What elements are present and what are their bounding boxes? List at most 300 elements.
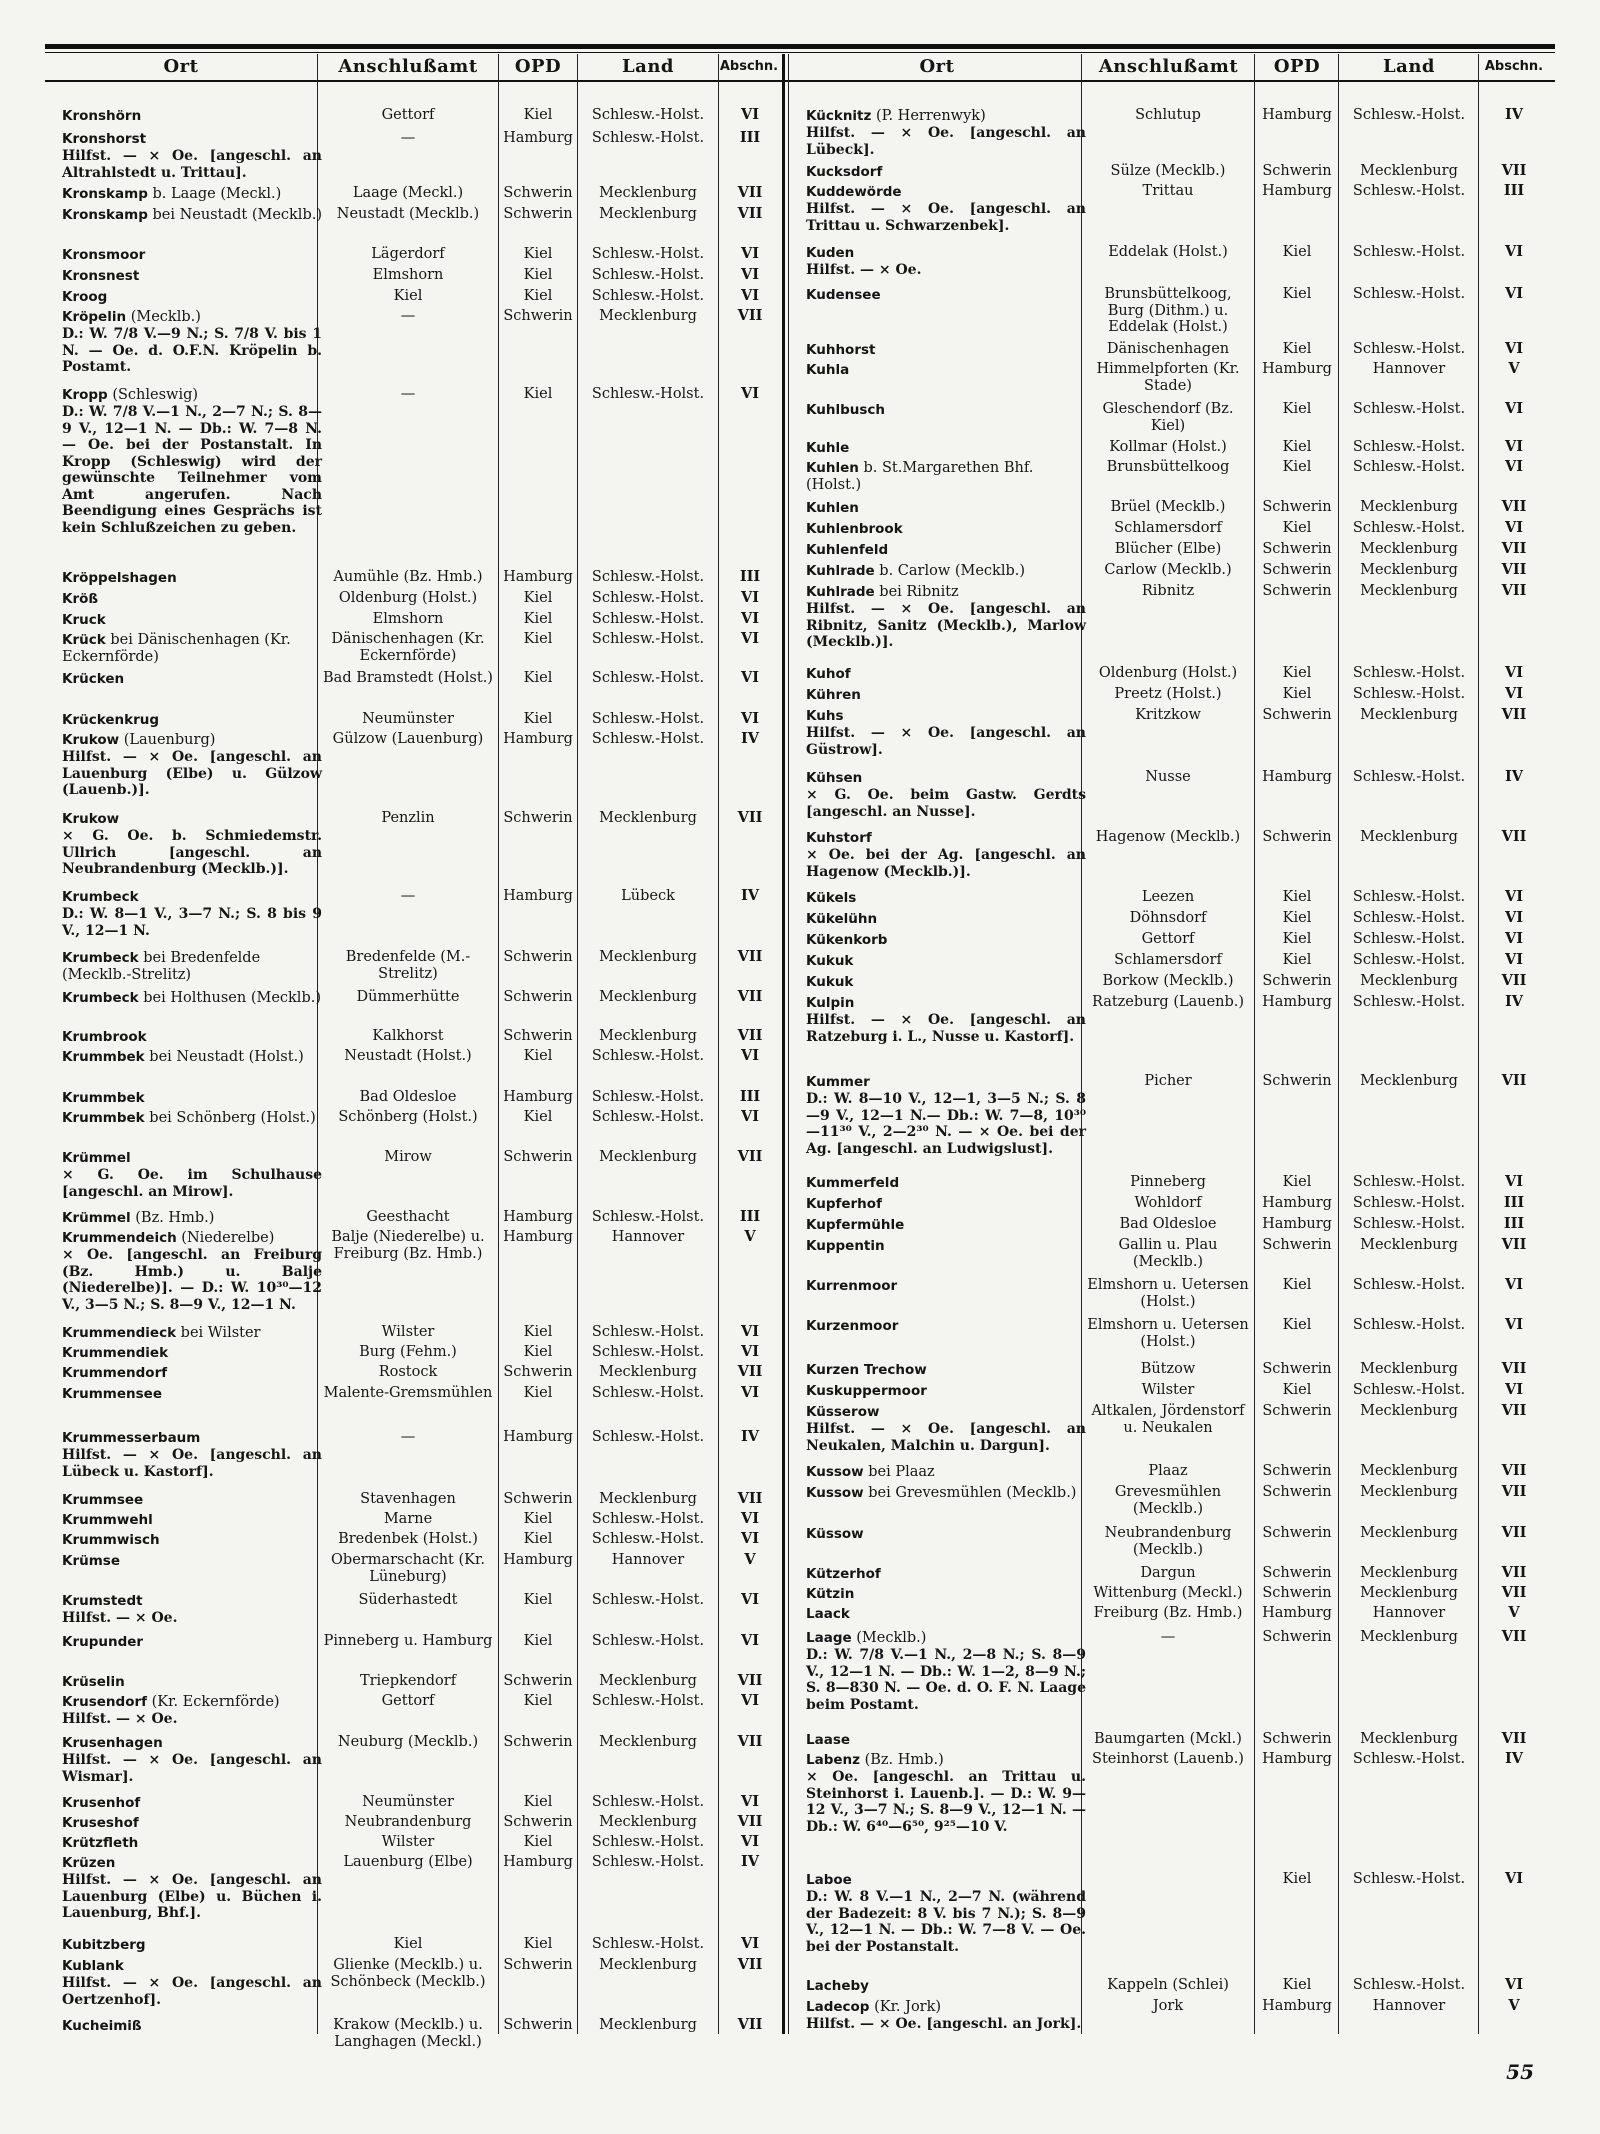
land-cell: Mecklenburg [599, 1491, 697, 1507]
land-cell: Hannover [611, 1552, 685, 1568]
opd-cell: Schwerin [1262, 541, 1332, 557]
opd-cell: Kiel [523, 1936, 553, 1952]
place-entry [806, 584, 1086, 651]
land-cell: Schlesw.-Holst. [1352, 1871, 1466, 1887]
place-entry [62, 591, 322, 608]
land-cell: Mecklenburg [599, 1673, 697, 1689]
land-cell: Schlesw.-Holst. [1352, 931, 1466, 947]
land-cell: Schlesw.-Holst. [591, 107, 705, 123]
land-cell: Schlesw.-Holst. [591, 569, 705, 585]
opd-cell: Schwerin [1262, 1565, 1332, 1581]
place-entry [806, 1752, 1086, 1835]
place-name: Kummerfeld [806, 1175, 900, 1191]
land-cell: Schlesw.-Holst. [1352, 769, 1466, 785]
place-qualifier: (Mecklb.) [851, 1630, 927, 1646]
opd-cell: Kiel [1282, 459, 1312, 475]
opd-cell: Schwerin [1262, 1403, 1332, 1419]
anschlussamt-cell: Elmshorn [372, 611, 444, 627]
opd-cell: Hamburg [503, 569, 573, 585]
place-entry [806, 1872, 1086, 1955]
abschnitt-cell: VI [740, 1530, 760, 1547]
place-entry [62, 1325, 322, 1342]
place-name: Krummendiek [62, 1345, 169, 1361]
opd-cell: Hamburg [1262, 183, 1332, 199]
land-cell: Mecklenburg [1360, 1403, 1458, 1419]
place-name: Kuhlen [806, 460, 859, 476]
land-cell: Schlesw.-Holst. [1352, 459, 1466, 475]
anschlussamt-cell: Malente-Gremsmühlen [323, 1385, 493, 1401]
place-name: Kükenkorb [806, 932, 888, 948]
abschnitt-cell: IV [740, 730, 760, 747]
abschnitt-cell: IV [1504, 1750, 1524, 1767]
anschlussamt-cell: Jork [1152, 1998, 1184, 2014]
anschlussamt-cell: Freiburg (Bz. Hmb.) [1093, 1605, 1243, 1621]
abschnitt-cell: III [739, 568, 761, 585]
opd-cell: Kiel [1282, 1977, 1312, 1993]
land-cell: Mecklenburg [1360, 1565, 1458, 1581]
place-entry [62, 712, 322, 729]
place-name: Krumbeck [62, 950, 139, 966]
place-entry [62, 1492, 322, 1509]
column-divider [498, 54, 499, 2034]
place-name: Kronsnest [62, 268, 140, 284]
abschnitt-cell: VII [737, 2016, 763, 2033]
abschnitt-cell: VI [740, 1833, 760, 1850]
place-note: Hilfst. — × Oe. [angeschl. an Neukalen, Malchin u. Dargun]. [806, 1421, 1086, 1454]
place-note: Hilfst. — × Oe. [angeschl. an Trittau u. Schwarzenbek]. [806, 201, 1086, 234]
anschlussamt-cell: Altkalen, Jördenstorf u. Neukalen [1091, 1403, 1245, 1436]
land-cell: Schlesw.-Holst. [591, 711, 705, 727]
abschnitt-cell: VII [1501, 561, 1527, 578]
opd-cell: Kiel [1282, 686, 1312, 702]
place-entry [806, 1978, 1086, 1995]
place-name: Kussow [806, 1464, 864, 1480]
place-name: Kronskamp [62, 186, 148, 202]
column-divider [1338, 54, 1339, 2034]
place-entry [62, 1210, 322, 1227]
opd-cell: Kiel [1282, 1317, 1312, 1333]
place-name: Kroog [62, 289, 108, 305]
place-entry [806, 687, 1086, 704]
land-cell: Schlesw.-Holst. [1352, 286, 1466, 302]
place-entry [62, 1855, 322, 1922]
abschnitt-cell: VI [740, 710, 760, 727]
land-cell: Mecklenburg [1360, 1484, 1458, 1500]
place-entry [806, 1383, 1086, 1400]
header-ort-left: Ort [163, 56, 199, 77]
opd-cell: Schwerin [1262, 1237, 1332, 1253]
column-divider [1254, 54, 1255, 2034]
opd-cell: Kiel [523, 1109, 553, 1125]
abschnitt-cell: VI [740, 589, 760, 606]
anschlussamt-cell: Picher [1144, 1073, 1192, 1089]
place-note: D.: W. 8 V.—1 N., 2—7 N. (während der Badezeit: 8 V. bis 7 N.); S. 8—9 V., 12—1 N. — Db.: W. 7—8 V. — Oe. bei der Postanstalt. [806, 1889, 1086, 1955]
abschnitt-cell: IV [740, 887, 760, 904]
anschlussamt-cell: Gettorf [381, 107, 435, 123]
abschnitt-cell: VI [740, 245, 760, 262]
abschnitt-cell: VI [740, 106, 760, 123]
place-name: Lacheby [806, 1978, 869, 1994]
land-cell: Schlesw.-Holst. [591, 1385, 705, 1401]
land-cell: Schlesw.-Holst. [591, 631, 705, 647]
abschnitt-cell: III [739, 1088, 761, 1105]
anschlussamt-cell: Kollmar (Holst.) [1109, 439, 1227, 455]
place-name: Kummer [806, 1074, 870, 1090]
anschlussamt-cell: Kiel [393, 1936, 423, 1952]
place-entry [62, 1532, 322, 1549]
place-note: D.: W. 7/8 V.—9 N.; S. 7/8 V. bis 1 N. — Oe. d. O.F.N. Kröpelin b. Postamt. [62, 326, 322, 375]
land-cell: Mecklenburg [599, 1028, 697, 1044]
place-entry [62, 1937, 322, 1954]
anschlussamt-cell: Brunsbüttelkoog, Burg (Dithm.) u. Eddelak (Holst.) [1104, 286, 1232, 335]
land-cell: Mecklenburg [1360, 973, 1458, 989]
anschlussamt-cell: Dänischenhagen [1106, 341, 1230, 357]
place-name: Krummensee [62, 1386, 162, 1402]
opd-cell: Kiel [523, 1344, 553, 1360]
place-entry [806, 932, 1086, 949]
anschlussamt-cell: Himmelpforten (Kr. Stade) [1096, 361, 1240, 394]
place-entry [62, 632, 322, 666]
opd-cell: Hamburg [1262, 1998, 1332, 2014]
place-name: Kurzenmoor [806, 1318, 899, 1334]
place-name: Krukow [62, 732, 120, 748]
abschnitt-cell: VII [737, 1490, 763, 1507]
land-cell: Schlesw.-Holst. [1352, 665, 1466, 681]
land-cell: Schlesw.-Holst. [1352, 1751, 1466, 1767]
anschlussamt-cell: Kappeln (Schlei) [1107, 1977, 1229, 1993]
abschnitt-cell: VII [737, 184, 763, 201]
anschlussamt-cell: Stavenhagen [360, 1491, 456, 1507]
abschnitt-cell: IV [740, 1853, 760, 1870]
place-entry [62, 309, 322, 376]
land-cell: Mecklenburg [1360, 163, 1458, 179]
abschnitt-cell: VI [1504, 888, 1524, 905]
top-rule [45, 44, 1555, 49]
opd-cell: Schwerin [503, 2017, 573, 2033]
abschnitt-cell: VI [740, 1793, 760, 1810]
anschlussamt-cell: Pinneberg u. Hamburg [323, 1633, 493, 1649]
place-name: Kuhs [806, 708, 844, 724]
place-name: Ladecop [806, 1999, 870, 2015]
abschnitt-cell: VI [740, 287, 760, 304]
place-name: Kuhstorf [806, 830, 872, 846]
place-entry [806, 108, 1086, 158]
anschlussamt-cell: Bützow [1140, 1361, 1196, 1377]
place-name: Kupferhof [806, 1196, 882, 1212]
land-cell: Schlesw.-Holst. [591, 590, 705, 606]
land-cell: Schlesw.-Holst. [591, 1109, 705, 1125]
opd-cell: Kiel [523, 1693, 553, 1709]
place-name: Krumbrook [62, 1029, 147, 1045]
land-cell: Schlesw.-Holst. [591, 130, 705, 146]
abschnitt-cell: VI [740, 1510, 760, 1527]
anschlussamt-cell: Sülze (Mecklb.) [1110, 163, 1226, 179]
place-entry [806, 953, 1086, 970]
header-anschluss-left: Anschlußamt [338, 56, 478, 77]
opd-cell: Kiel [523, 1048, 553, 1064]
land-cell: Mecklenburg [599, 1814, 697, 1830]
place-name: Laack [806, 1606, 850, 1622]
abschnitt-cell: VI [740, 1591, 760, 1608]
anschlussamt-cell: Gleschendorf (Bz. Kiel) [1102, 401, 1234, 434]
anschlussamt-cell: Wilster [381, 1834, 435, 1850]
opd-cell: Hamburg [1262, 994, 1332, 1010]
land-cell: Schlesw.-Holst. [1352, 1977, 1466, 1993]
land-cell: Lübeck [621, 888, 675, 904]
place-name: Kuhlrade [806, 563, 875, 579]
abschnitt-cell: IV [740, 1428, 760, 1445]
abschnitt-cell: VII [737, 1672, 763, 1689]
opd-cell: Hamburg [503, 1089, 573, 1105]
place-note: D.: W. 7/8 V.—1 N., 2—8 N.; S. 8—9 V., 12—1 N. — Db.: W. 1—2, 8—9 N.; S. 8—830 N. — Oe. d. O. F. N. Laage beim Postamt. [806, 1647, 1086, 1713]
place-entry [62, 1694, 322, 1728]
opd-cell: Kiel [523, 1794, 553, 1810]
land-cell: Mecklenburg [1360, 1237, 1458, 1253]
place-note: D.: W. 8—10 V., 12—1, 3—5 N.; S. 8—9 V., 12—1 N.— Db.: W. 7—8, 10³⁰—11³⁰ V., 2—2³⁰ N. — × Oe. bei der Ag. [angeschl. an Ludwigslust]. [806, 1091, 1086, 1157]
anschlussamt-cell: Gallin u. Plau (Mecklb.) [1118, 1237, 1218, 1270]
place-entry [806, 287, 1086, 304]
opd-cell: Hamburg [503, 888, 573, 904]
place-name: Krumstedt [62, 1593, 143, 1609]
abschnitt-cell: VII [737, 988, 763, 1005]
anschlussamt-cell: Oldenburg (Holst.) [338, 590, 478, 606]
land-cell: Schlesw.-Holst. [591, 1324, 705, 1340]
place-name: Krüselin [62, 1674, 125, 1690]
place-note: Hilfst. — × Oe. [angeschl. an Ribnitz, Sanitz (Mecklb.), Marlow (Mecklb.)]. [806, 601, 1086, 650]
abschnitt-cell: III [739, 129, 761, 146]
anschlussamt-cell: Elmshorn u. Uetersen (Holst.) [1087, 1277, 1249, 1310]
place-qualifier: bei Bredenfelde (Mecklb.-Strelitz) [62, 950, 261, 983]
place-name: Kröppelshagen [62, 570, 177, 586]
opd-cell: Schwerin [1262, 1731, 1332, 1747]
place-note: Hilfst. — × Oe. [angeschl. an Lübeck]. [806, 125, 1086, 158]
land-cell: Mecklenburg [599, 1149, 697, 1165]
land-cell: Schlesw.-Holst. [591, 1089, 705, 1105]
land-cell: Hannover [1372, 1605, 1446, 1621]
place-name: Kronsmoor [62, 247, 146, 263]
opd-cell: Hamburg [1262, 361, 1332, 377]
place-name: Krusenhagen [62, 1735, 163, 1751]
column-divider [577, 54, 578, 2034]
opd-cell: Hamburg [503, 1429, 573, 1445]
abschnitt-cell: VI [1504, 458, 1524, 475]
place-entry [62, 732, 322, 799]
place-entry [806, 666, 1086, 683]
anschlussamt-cell: Neumünster [362, 711, 454, 727]
anschlussamt-cell: — [400, 386, 416, 402]
land-cell: Mecklenburg [599, 949, 697, 965]
place-entry [62, 186, 322, 203]
land-cell: Schlesw.-Holst. [591, 386, 705, 402]
abschnitt-cell: VII [1501, 498, 1527, 515]
place-name: Kucheimiß [62, 2018, 142, 2034]
abschnitt-cell: VII [737, 1027, 763, 1044]
place-name: Kuhlenfeld [806, 542, 889, 558]
opd-cell: Schwerin [1262, 829, 1332, 845]
abschnitt-cell: VI [740, 385, 760, 402]
abschnitt-cell: IV [1504, 993, 1524, 1010]
place-entry [806, 1526, 1086, 1543]
anschlussamt-cell: Gettorf [381, 1693, 435, 1709]
place-name: Küsserow [806, 1404, 880, 1420]
opd-cell: Kiel [523, 1834, 553, 1850]
anschlussamt-cell: Bad Bramstedt (Holst.) [323, 670, 493, 686]
opd-cell: Hamburg [503, 1209, 573, 1225]
abschnitt-cell: VII [1501, 582, 1527, 599]
opd-cell: Hamburg [1262, 1751, 1332, 1767]
place-entry [806, 402, 1086, 419]
center-divider [782, 54, 785, 2034]
place-name: Krukow [62, 811, 120, 827]
place-name: Kupfermühle [806, 1217, 905, 1233]
land-cell: Schlesw.-Holst. [1352, 686, 1466, 702]
land-cell: Schlesw.-Holst. [1352, 1317, 1466, 1333]
abschnitt-cell: VII [737, 205, 763, 222]
land-cell: Schlesw.-Holst. [1352, 1277, 1466, 1293]
anschlussamt-cell: Rostock [378, 1364, 438, 1380]
opd-cell: Kiel [1282, 1277, 1312, 1293]
place-entry [62, 1029, 322, 1046]
place-entry [806, 1566, 1086, 1583]
anschlussamt-cell: Burg (Fehm.) [359, 1344, 457, 1360]
anschlussamt-cell: Leezen [1141, 889, 1195, 905]
place-name: Krützfleth [62, 1835, 139, 1851]
place-qualifier: bei Neustadt (Mecklb.) [147, 207, 322, 223]
place-qualifier: bei Schönberg (Holst.) [144, 1110, 316, 1126]
place-entry [62, 889, 322, 939]
place-note: × Oe. [angeschl. an Trittau u. Steinhorst i. Lauenb.]. — D.: W. 9—12 V., 3—7 N.; S. 8—9 V., 12—1 N. — Db.: W. 6⁴⁰—6⁵⁰, 9²⁵—10 V. [806, 1769, 1086, 1835]
opd-cell: Kiel [523, 1592, 553, 1608]
abschnitt-cell: VI [1504, 285, 1524, 302]
anschlussamt-cell: Carlow (Mecklb.) [1104, 562, 1232, 578]
abschnitt-cell: VII [737, 809, 763, 826]
abschnitt-cell: V [744, 1551, 756, 1568]
place-entry [806, 708, 1086, 758]
anschlussamt-cell: Pinneberg [1130, 1174, 1206, 1190]
abschnitt-cell: VI [740, 1632, 760, 1649]
place-entry [62, 1430, 322, 1480]
opd-cell: Schwerin [1262, 1361, 1332, 1377]
land-cell: Mecklenburg [599, 1364, 697, 1380]
place-note: Hilfst. — × Oe. [angeschl. an Altrahlstedt u. Trittau]. [62, 148, 322, 181]
abschnitt-cell: VII [1501, 1462, 1527, 1479]
place-name: Kröpelin [62, 309, 127, 325]
anschlussamt-cell: Elmshorn [372, 267, 444, 283]
anschlussamt-cell: Bredenbek (Holst.) [338, 1531, 478, 1547]
opd-cell: Kiel [1282, 665, 1312, 681]
place-name: Küssow [806, 1526, 864, 1542]
abschnitt-cell: VI [1504, 1976, 1524, 1993]
place-name: Krück [62, 632, 106, 648]
anschlussamt-cell: Wilster [381, 1324, 435, 1340]
anschlussamt-cell: Lauenburg (Elbe) [343, 1854, 473, 1870]
place-entry [806, 770, 1086, 820]
place-name: Krummendieck [62, 1325, 177, 1341]
land-cell: Schlesw.-Holst. [1352, 1174, 1466, 1190]
land-cell: Hannover [1372, 361, 1446, 377]
place-qualifier: bei Neustadt (Holst.) [144, 1049, 304, 1065]
land-cell: Schlesw.-Holst. [591, 246, 705, 262]
opd-cell: Kiel [1282, 931, 1312, 947]
place-entry [806, 500, 1086, 517]
abschnitt-cell: VI [740, 1047, 760, 1064]
abschnitt-cell: VI [740, 1935, 760, 1952]
anschlussamt-cell: Baumgarten (Mckl.) [1094, 1731, 1242, 1747]
place-entry [62, 131, 322, 181]
place-name: Krummendeich [62, 1230, 177, 1246]
place-entry [62, 1674, 322, 1691]
land-cell: Mecklenburg [599, 308, 697, 324]
abschnitt-cell: VI [1504, 519, 1524, 536]
opd-cell: Hamburg [1262, 1216, 1332, 1232]
place-name: Kropp [62, 387, 108, 403]
land-cell: Schlesw.-Holst. [591, 1854, 705, 1870]
opd-cell: Kiel [523, 1324, 553, 1340]
place-name: Kublank [62, 1958, 124, 1974]
land-cell: Schlesw.-Holst. [591, 1936, 705, 1952]
place-name: Kuhlbusch [806, 402, 885, 418]
place-entry [62, 1150, 322, 1200]
place-note: Hilfst. — × Oe. [62, 1711, 178, 1727]
land-cell: Schlesw.-Holst. [591, 1429, 705, 1445]
place-entry [62, 1553, 322, 1570]
place-entry [62, 811, 322, 878]
place-entry [62, 2018, 322, 2035]
place-qualifier: (Mecklb.) [126, 309, 201, 325]
place-entry [62, 950, 322, 984]
land-cell: Schlesw.-Holst. [1352, 1382, 1466, 1398]
anschlussamt-cell: Wohldorf [1134, 1195, 1202, 1211]
place-note: × G. Oe. im Schulhause [angeschl. an Mirow]. [62, 1167, 322, 1200]
anschlussamt-cell: Geesthacht [366, 1209, 450, 1225]
opd-cell: Kiel [1282, 1382, 1312, 1398]
anschlussamt-cell: Grevesmühlen (Mecklb.) [1114, 1484, 1222, 1517]
land-cell: Mecklenburg [1360, 1463, 1458, 1479]
opd-cell: Schwerin [1262, 1629, 1332, 1645]
place-name: Kussow [806, 1485, 864, 1501]
abschnitt-cell: VII [1501, 1236, 1527, 1253]
place-entry [62, 1958, 322, 2008]
opd-cell: Kiel [1282, 1871, 1312, 1887]
abschnitt-cell: VI [1504, 951, 1524, 968]
place-note: Hilfst. — × Oe. [angeschl. an Güstrow]. [806, 725, 1086, 758]
opd-cell: Schwerin [1262, 1073, 1332, 1089]
place-note: × G. Oe. beim Gastw. Gerdts [angeschl. an Nusse]. [806, 787, 1086, 820]
land-cell: Schlesw.-Holst. [591, 1344, 705, 1360]
land-cell: Schlesw.-Holst. [1352, 1216, 1466, 1232]
opd-cell: Kiel [523, 288, 553, 304]
place-name: Kröß [62, 591, 99, 607]
anschlussamt-cell: Süderhastedt [358, 1592, 458, 1608]
place-entry [62, 570, 322, 587]
abschnitt-cell: VII [1501, 1730, 1527, 1747]
page-number: 55 [1506, 2060, 1534, 2084]
header-abschn-right: Abschn. [1484, 59, 1544, 74]
anschlussamt-cell: Krakow (Mecklb.) u. Langhagen (Meckl.) [333, 2017, 483, 2050]
place-name: Kücknitz [806, 108, 872, 124]
opd-cell: Kiel [523, 107, 553, 123]
anschlussamt-cell: Glienke (Mecklb.) u. Schönbeck (Mecklb.) [330, 1957, 486, 1990]
place-entry [62, 990, 322, 1007]
opd-cell: Schwerin [1262, 1463, 1332, 1479]
place-entry [806, 974, 1086, 991]
place-name: Kucksdorf [806, 164, 883, 180]
anschlussamt-cell: Triepkendorf [359, 1673, 457, 1689]
place-name: Krüzen [62, 1855, 116, 1871]
opd-cell: Schwerin [503, 1491, 573, 1507]
land-cell: Mecklenburg [1360, 1073, 1458, 1089]
column-divider [1478, 54, 1479, 2034]
